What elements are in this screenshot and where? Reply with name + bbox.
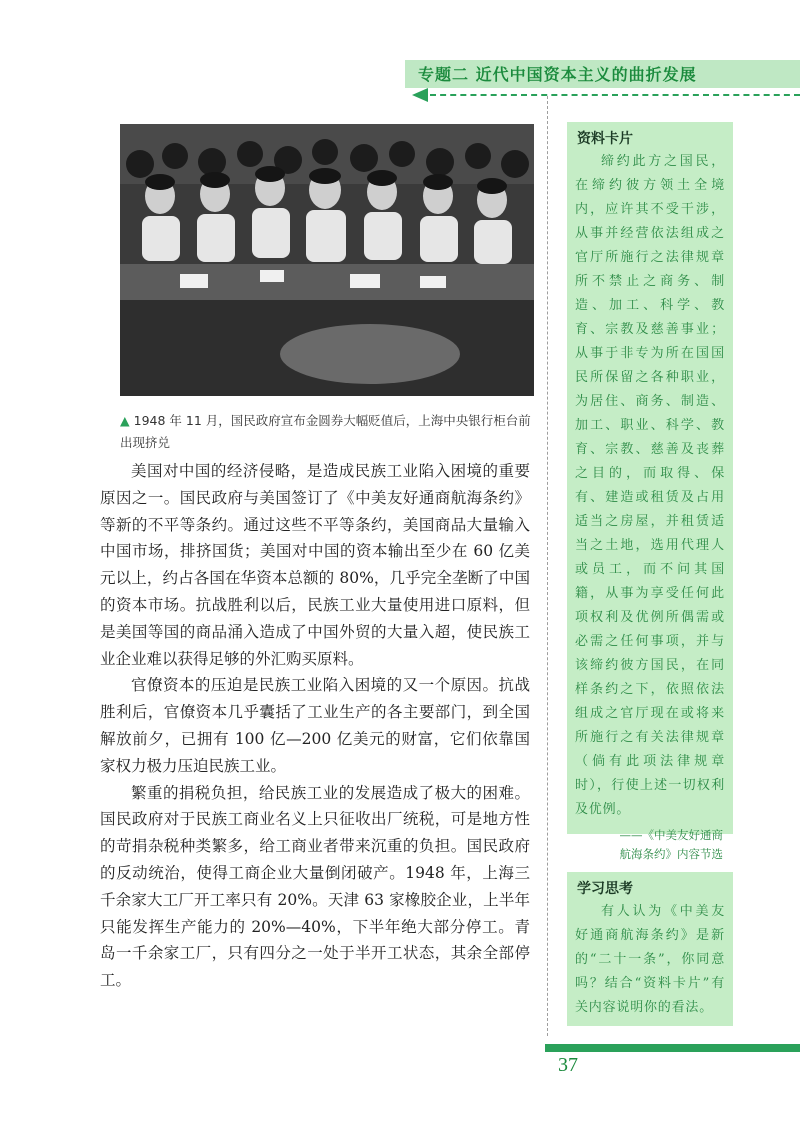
source-line-1: ——《中美友好通商 — [619, 828, 723, 842]
photo-crowd-illustration — [120, 124, 534, 396]
material-card-text: 缔约此方之国民，在缔约彼方领土全境内，应许其不受干涉，从事并经营依法组成之官厅所施行之法律规章所不禁止之商务、制造、加工、科学、教育、宗教及慈善事业；从事于非专为所在国国民所保留之各种职业，为居住、商务、制造、加工、职业、科学、教育、宗教、慈善及丧葬之目的，而取得、保有、建造或租赁及占用适当之房屋，并租赁适当之土地，选用代理人或员工，而不问其国籍，从事为享受任何此项权利及优例所偶需或必需之任何事项，并与该缔约彼方国民，在同样条约之下，依照依法组成之官厅现在或将来所施行之有关法律规章（倘有此项法律规章时），行使上述一切权利及优例。 — [575, 154, 725, 817]
main-text — [100, 458, 530, 994]
historical-photo — [120, 124, 534, 396]
material-card-title: 资料卡片 — [577, 131, 633, 147]
photo-caption-text: 1948 年 11 月，国民政府宣布金圆券大幅贬值后，上海中央银行柜台前出现挤兑 — [120, 413, 531, 450]
material-card — [567, 122, 733, 861]
think-card-text: 有人认为《中美友好通商航海条约》是新的“二十一条”，你同意吗？结合“资料卡片”有关内容说明你的看法。 — [575, 904, 725, 1015]
column-divider — [547, 96, 548, 1036]
paragraph-3: 繁重的捐税负担，给民族工业的发展造成了极大的困难。国民政府对于民族工商业名义上只征收出厂统税，可是地方性的苛捐杂税种类繁多，给工商业者带来沉重的负担。国民政府的反动统治，使得工商企业大量倒闭破产。1948 年，上海三千余家大工厂开工率只有 20%。天津 63 家橡胶企业，上半年只能发挥生产能力的 20%—40%，下半年绝大部分停工。青岛一千余家工厂，只有四分之一处于半开工状态，其余全部停工。 — [100, 783, 530, 990]
paragraph-2: 官僚资本的压迫是民族工业陷入困境的又一个原因。抗战胜利后，官僚资本几乎囊括了工业生产的各主要部门，到全国解放前夕，已拥有 100 亿—200 亿美元的财富，它们依靠国家权力极力压迫民族工业。 — [100, 676, 530, 775]
page-number: 37 — [558, 1054, 578, 1076]
material-card-source — [567, 822, 733, 872]
chapter-title: 专题二 近代中国资本主义的曲折发展 — [418, 65, 697, 84]
footer-band — [545, 1044, 800, 1052]
header-divider — [430, 94, 800, 96]
think-card — [567, 872, 733, 1026]
paragraph-1: 美国对中国的经济侵略，是造成民族工业陷入困境的重要原因之一。国民政府与美国签订了《中美友好通商航海条约》等新的不平等条约。通过这些不平等条约，美国商品大量输入中国市场，排挤国货；美国对中国的资本输出至少在 60 亿美元以上，约占各国在华资本总额的 80%，几乎完全垄断了中国的资本市场。抗战胜利以后，民族工业大量使用进口原料，但是美国等国的商品涌入造成了中国外贸的大量入超，使民族工业企业难以获得足够的外汇购买原料。 — [100, 462, 530, 668]
think-card-title: 学习思考 — [577, 881, 633, 897]
source-line-2: 航海条约》内容节选 — [619, 847, 723, 861]
triangle-icon: ▲ — [120, 413, 130, 428]
photo-caption — [120, 410, 534, 454]
arrow-left-icon — [412, 88, 428, 102]
